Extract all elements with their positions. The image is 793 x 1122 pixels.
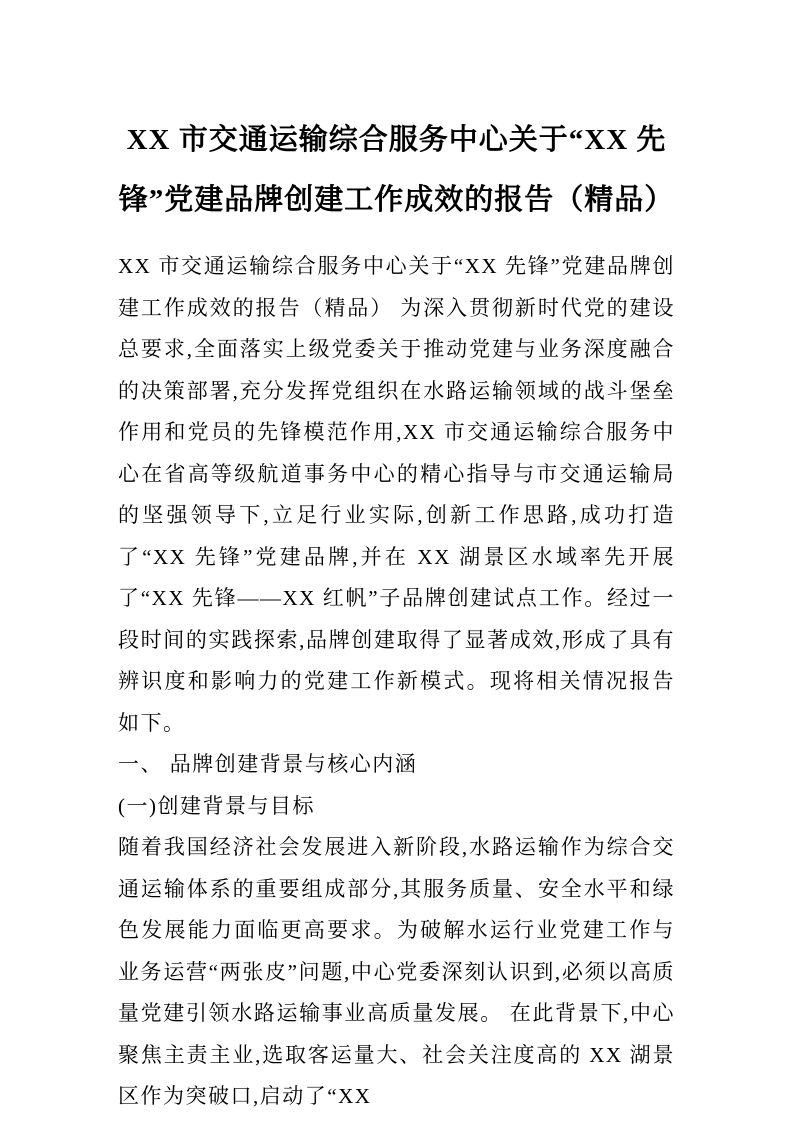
- document-title: XX 市交通运输综合服务中心关于“XX 先锋”党建品牌创建工作成效的报告（精品）: [118, 124, 675, 216]
- section-heading: 一、 品牌创建背景与核心内涵: [118, 752, 418, 776]
- background-paragraph: 随着我国经济社会发展进入新阶段,水路运输作为综合交通运输体系的重要组成部分,其服务质量、安全水平和绿色发展能力面临更高要求。为破解水运行业党建工作与业务运营“两张皮”问题,中心党委深刻认识到,必须以高质量党建引领水路运输事业高质量发展。 在此背景下,中心聚焦主责主业,选取客运量大、社会关注度高的 XX 湖景区作为突破口,启动了“XX: [118, 835, 675, 1108]
- subsection-heading: (一)创建背景与目标: [118, 793, 315, 818]
- intro-paragraph: XX 市交通运输综合服务中心关于“XX 先锋”党建品牌创建工作成效的报告（精品） 为深入贯彻新时代党的建设总要求,全面落实上级党委关于推动党建与业务深度融合的决策部署,充分发挥党组织在水路运输领域的战斗堡垒作用和党员的先锋模范作用,XX 市交通运输综合服务中心在省高等级航道事务中心的精心指导与市交通运输局的坚强领导下,立足行业实际,创新工作思路,成功打造了“XX 先锋”党建品牌,并在 XX 湖景区水域率先开展了“XX 先锋——XX 红帆”子品牌创建试点工作。经过一段时间的实践探索,品牌创建取得了显著成效,形成了具有辨识度和影响力的党建工作新模式。现将相关情况报告如下。: [118, 254, 675, 735]
